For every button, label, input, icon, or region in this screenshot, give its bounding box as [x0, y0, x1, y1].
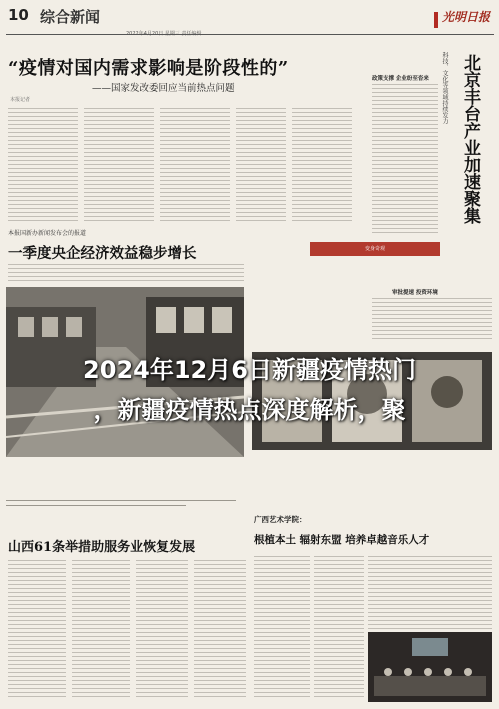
right-vertical-headline: 北京丰台产业加速聚集 [460, 54, 480, 224]
dateline: 2022年4月20日 星期三 责任编辑 [126, 31, 202, 37]
article1-body-col4 [236, 108, 286, 224]
overlay-title-line1: 2024年12月6日新疆疫情热门 [83, 356, 416, 384]
overlay-title-line2: ，新疆疫情热点深度解析，聚 [93, 396, 406, 424]
article2-tag: 本报国新办新闻发布会的报道 [8, 230, 87, 237]
article1-body-col2 [84, 108, 154, 224]
art-article-header: 广西艺术学院： [254, 515, 307, 524]
art-article-headline: 根植本土 辐射东盟 培养卓越音乐人才 [254, 534, 430, 546]
accent-bar [434, 12, 438, 28]
article1-body-col3 [160, 108, 230, 224]
article3-body-col2 [72, 560, 130, 700]
article3-body-col4 [194, 560, 246, 700]
right-vertical-subtitle: 科技、文化等领域持续发力 [441, 52, 448, 124]
section-title: 综合新闻 [40, 8, 101, 26]
feature-box-label: 变身奇观 [310, 242, 440, 256]
art-body-col2 [314, 556, 364, 700]
right-body-col2 [372, 298, 492, 342]
article1-byline: 本报记者 [10, 97, 31, 103]
right-label-env: 审批提速 投资环境 [392, 290, 438, 296]
art-body-col1 [254, 556, 310, 700]
page-number: 10 [8, 6, 29, 24]
right-label-policy: 政策支撑 企业纷至沓来 [372, 76, 429, 82]
article2-headline: 一季度央企经济效益稳步增长 [8, 245, 197, 262]
article2-body [8, 264, 244, 284]
article3-body-col3 [136, 560, 188, 700]
concert-graphic [368, 632, 492, 702]
article1-headline: “疫情对国内需求影响是阶段性的” [8, 58, 289, 79]
article1-subhead: ——国家发改委回应当前热点问题 [92, 83, 235, 94]
title-overlay [0, 338, 499, 468]
article3-body-col1 [8, 560, 66, 700]
newspaper-logo: 光明日报 [441, 10, 490, 24]
article1-body-col1 [8, 108, 78, 224]
concert-photo [368, 632, 492, 702]
photo-caption [6, 500, 236, 506]
article1-body-col5 [292, 108, 352, 224]
art-body-col3 [368, 556, 492, 632]
article3-headline: 山西61条举措助服务业恢复发展 [8, 540, 196, 555]
masthead [6, 4, 494, 35]
right-body-col1 [372, 84, 438, 236]
